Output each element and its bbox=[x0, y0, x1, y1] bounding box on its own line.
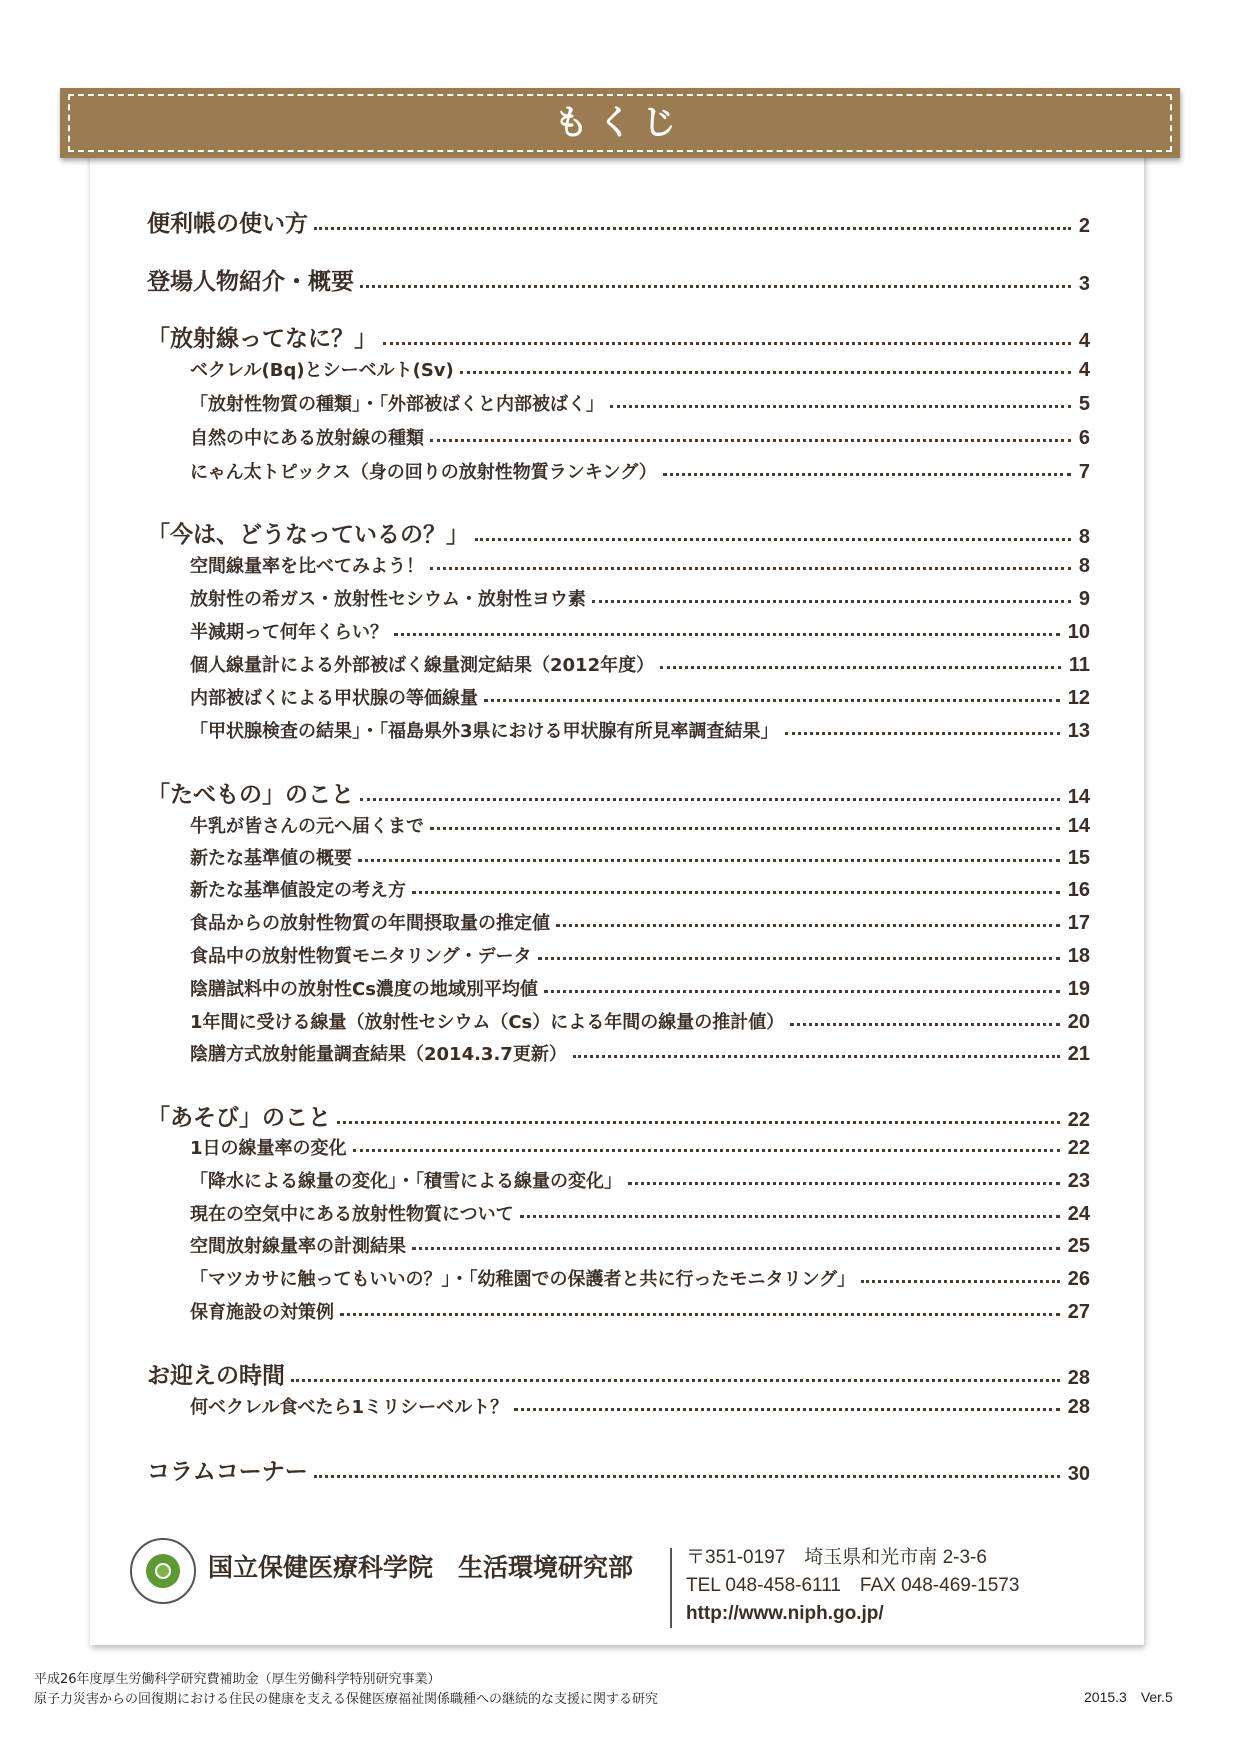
toc-entry-page: 22 bbox=[1067, 1137, 1090, 1159]
toc-entry-page: 23 bbox=[1067, 1170, 1090, 1192]
toc-entry[interactable] bbox=[190, 548, 1090, 578]
version-label: 2015.3 Ver.5 bbox=[1084, 1689, 1173, 1705]
toc-entry-title: コラムコーナー bbox=[147, 1459, 308, 1485]
toc-entry[interactable] bbox=[190, 581, 1090, 611]
toc-entry-title: 「甲状腺検査の結果」・「福島県外3県における甲状腺有所見率調査結果」 bbox=[190, 721, 779, 742]
toc-leader-dots bbox=[514, 1408, 1060, 1411]
toc-entry-title: 陰膳試料中の放射性Cs濃度の地域別平均値 bbox=[190, 979, 538, 1000]
toc-entry-title: 半減期って何年くらい？ bbox=[190, 622, 388, 643]
toc-entry-title: 「マツカサに触ってもいいの？」・「幼稚園での保護者と共に行ったモニタリング」 bbox=[190, 1269, 856, 1290]
toc-leader-dots bbox=[861, 1280, 1060, 1283]
toc-entry-page: 14 bbox=[1067, 815, 1090, 837]
toc-entry[interactable] bbox=[190, 905, 1090, 935]
toc-entry[interactable] bbox=[190, 1163, 1090, 1193]
toc-leader-dots bbox=[291, 1379, 1060, 1382]
toc-entry[interactable] bbox=[190, 1261, 1090, 1291]
toc-leader-dots bbox=[544, 990, 1060, 993]
toc-entry-title: 放射性の希ガス・放射性セシウム・放射性ヨウ素 bbox=[190, 589, 586, 610]
toc-entry-title: 登場人物紹介・概要 bbox=[147, 269, 354, 295]
toc-entry[interactable] bbox=[190, 647, 1090, 677]
toc-entry-page: 30 bbox=[1067, 1463, 1090, 1485]
toc-entry[interactable] bbox=[190, 1130, 1090, 1160]
toc-entry-title: 「今は、どうなっているの？」 bbox=[147, 522, 469, 548]
toc-entry-page: 19 bbox=[1067, 978, 1090, 1000]
toc-entry-title: 空間線量率を比べてみよう！ bbox=[190, 556, 424, 577]
toc-leader-dots bbox=[663, 473, 1071, 476]
toc-entry-page: 3 bbox=[1078, 273, 1090, 295]
toc-entry-page: 4 bbox=[1078, 330, 1090, 352]
toc-leader-dots bbox=[610, 405, 1071, 408]
toc-entry[interactable] bbox=[190, 680, 1090, 710]
toc-entry-page: 5 bbox=[1078, 393, 1090, 415]
publisher-block bbox=[130, 1530, 1130, 1640]
toc-entry-title: 「放射線ってなに？」 bbox=[147, 326, 377, 352]
organization-name: 国立保健医療科学院 生活環境研究部 bbox=[208, 1553, 634, 1582]
toc-entry-page: 6 bbox=[1078, 427, 1090, 449]
toc-leader-dots bbox=[394, 633, 1060, 636]
toc-leader-dots bbox=[592, 600, 1071, 603]
toc-entry-page: 8 bbox=[1078, 526, 1090, 548]
toc-entry[interactable] bbox=[190, 1294, 1090, 1324]
toc-entry-title: 保育施設の対策例 bbox=[190, 1302, 334, 1323]
toc-entry-page: 25 bbox=[1067, 1235, 1090, 1257]
toc-leader-dots bbox=[360, 798, 1060, 801]
toc-leader-dots bbox=[475, 538, 1071, 541]
toc-entry-page: 28 bbox=[1067, 1367, 1090, 1389]
toc-entry-page: 2 bbox=[1078, 215, 1090, 237]
toc-entry[interactable] bbox=[147, 1356, 1090, 1390]
toc-entry-title: 1年間に受ける線量（放射性セシウム（Cs）による年間の線量の推計値） bbox=[190, 1012, 785, 1033]
toc-entry-page: 24 bbox=[1067, 1203, 1090, 1225]
toc-entry[interactable] bbox=[190, 938, 1090, 968]
toc-leader-dots bbox=[430, 567, 1071, 570]
toc-entry[interactable] bbox=[190, 808, 1090, 838]
toc-leader-dots bbox=[337, 1121, 1060, 1124]
toc-entry[interactable] bbox=[190, 420, 1090, 450]
toc-entry[interactable] bbox=[147, 204, 1090, 238]
toc-entry-page: 11 bbox=[1068, 654, 1090, 676]
toc-leader-dots bbox=[358, 859, 1060, 862]
toc-entry-title: 新たな基準値の概要 bbox=[190, 848, 352, 869]
toc-entry-page: 10 bbox=[1067, 621, 1090, 643]
footer-divider bbox=[670, 1548, 672, 1628]
toc-entry[interactable] bbox=[147, 515, 1090, 549]
toc-leader-dots bbox=[353, 1149, 1060, 1152]
toc-entry-title: 便利帳の使い方 bbox=[147, 211, 308, 237]
toc-entry[interactable] bbox=[147, 1098, 1090, 1132]
toc-leader-dots bbox=[314, 227, 1071, 230]
grant-line-1: 平成26年度厚生労働科学研究費補助金（厚生労働科学特別研究事業） bbox=[34, 1672, 441, 1687]
toc-entry-title: 「あそび」のこと bbox=[147, 1105, 331, 1131]
toc-entry-page: 7 bbox=[1078, 461, 1090, 483]
toc-entry-page: 4 bbox=[1078, 359, 1090, 381]
toc-leader-dots bbox=[556, 924, 1060, 927]
toc-entry[interactable] bbox=[190, 352, 1090, 382]
toc-entry-title: 「たべもの」のこと bbox=[147, 782, 354, 808]
toc-leader-dots bbox=[412, 891, 1060, 894]
toc-entry-title: 1日の線量率の変化 bbox=[190, 1138, 347, 1159]
toc-entry-title: 現在の空気中にある放射性物質について bbox=[190, 1204, 514, 1225]
toc-entry[interactable] bbox=[147, 775, 1090, 809]
toc-entry-page: 15 bbox=[1067, 847, 1090, 869]
toc-entry-page: 28 bbox=[1067, 1396, 1090, 1418]
toc-leader-dots bbox=[430, 439, 1071, 442]
toc-entry[interactable] bbox=[190, 1228, 1090, 1258]
toc-entry-title: 内部被ばくによる甲状腺の等価線量 bbox=[190, 688, 478, 709]
toc-entry-title: 自然の中にある放射線の種類 bbox=[190, 428, 424, 449]
toc-entry-page: 18 bbox=[1067, 945, 1090, 967]
website-link[interactable]: http://www.niph.go.jp/ bbox=[686, 1603, 884, 1624]
toc-entry[interactable] bbox=[190, 840, 1090, 870]
toc-entry[interactable] bbox=[190, 1036, 1090, 1066]
toc-entry-title: にゃん太トピックス（身の回りの放射性物質ランキング） bbox=[190, 462, 657, 483]
toc-entry[interactable] bbox=[147, 1452, 1090, 1486]
toc-leader-dots bbox=[430, 827, 1060, 830]
toc-entry[interactable] bbox=[190, 454, 1090, 484]
toc-entry[interactable] bbox=[190, 1004, 1090, 1034]
toc-leader-dots bbox=[790, 1023, 1059, 1026]
toc-entry-title: 「降水による線量の変化」・「積雪による線量の変化」 bbox=[190, 1171, 622, 1192]
toc-leader-dots bbox=[660, 666, 1061, 669]
toc-leader-dots bbox=[628, 1182, 1060, 1185]
toc-entry-page: 14 bbox=[1067, 786, 1090, 808]
toc-leader-dots bbox=[573, 1055, 1060, 1058]
toc-entry-page: 13 bbox=[1067, 720, 1090, 742]
toc-entry-title: 陰膳方式放射能量調査結果（2014.3.7更新） bbox=[190, 1044, 567, 1065]
toc-entry[interactable] bbox=[147, 262, 1090, 296]
toc-leader-dots bbox=[383, 342, 1071, 345]
toc-entry-title: 食品からの放射性物質の年間摂取量の推定値 bbox=[190, 913, 550, 934]
toc-leader-dots bbox=[340, 1313, 1060, 1316]
logo-emblem bbox=[146, 1554, 180, 1588]
toc-entry-title: 空間放射線量率の計測結果 bbox=[190, 1236, 406, 1257]
toc-entry-title: お迎えの時間 bbox=[147, 1363, 285, 1389]
toc-leader-dots bbox=[538, 957, 1060, 960]
toc-leader-dots bbox=[314, 1475, 1060, 1478]
contact-info bbox=[686, 1544, 1019, 1628]
toc-leader-dots bbox=[412, 1247, 1060, 1250]
toc-entry-page: 21 bbox=[1067, 1043, 1090, 1065]
grant-line-2: 原子力災害からの回復期における住民の健康を支える保健医療福祉関係職種への継続的な支援に関する研究 bbox=[34, 1692, 659, 1707]
toc-entry[interactable] bbox=[190, 872, 1090, 902]
toc-entry[interactable] bbox=[190, 614, 1090, 644]
tel-fax: TEL 048-458-6111 FAX 048-469-1573 bbox=[686, 1575, 1020, 1596]
toc-entry-title: 「放射性物質の種類」・「外部被ばくと内部被ばく」 bbox=[190, 394, 604, 415]
toc-entry[interactable] bbox=[190, 1196, 1090, 1226]
toc-entry-page: 12 bbox=[1067, 687, 1090, 709]
toc-entry-page: 26 bbox=[1067, 1268, 1090, 1290]
toc-entry-title: 何ベクレル食べたら1ミリシーベルト？ bbox=[190, 1397, 509, 1418]
toc-entry-page: 9 bbox=[1078, 588, 1090, 610]
toc-entry[interactable] bbox=[190, 971, 1090, 1001]
toc-entry-page: 16 bbox=[1067, 879, 1090, 901]
toc-entry[interactable] bbox=[190, 1389, 1090, 1419]
toc-entry-page: 22 bbox=[1067, 1109, 1090, 1131]
toc-leader-dots bbox=[360, 285, 1071, 288]
toc-entry-title: 食品中の放射性物質モニタリング・データ bbox=[190, 946, 532, 967]
page-title: もくじ bbox=[554, 103, 686, 143]
toc-leader-dots bbox=[520, 1215, 1060, 1218]
postal-address: 〒351-0197 埼玉県和光市南 2-3-6 bbox=[686, 1547, 987, 1568]
toc-entry-title: 個人線量計による外部被ばく線量測定結果（2012年度） bbox=[190, 655, 655, 676]
grant-note bbox=[34, 1670, 658, 1710]
toc-leader-dots bbox=[484, 699, 1060, 702]
institute-logo-icon bbox=[130, 1538, 196, 1604]
toc-entry-title: ベクレル(Bq)とシーベルト(Sv) bbox=[190, 360, 454, 381]
toc-entry-title: 牛乳が皆さんの元へ届くまで bbox=[190, 816, 424, 837]
toc-leader-dots bbox=[785, 732, 1060, 735]
toc-entry-page: 17 bbox=[1067, 912, 1090, 934]
toc-entry-page: 20 bbox=[1067, 1011, 1090, 1033]
toc-entry-page: 27 bbox=[1067, 1301, 1090, 1323]
toc-entry[interactable] bbox=[147, 319, 1090, 353]
toc-entry-page: 8 bbox=[1078, 555, 1090, 577]
toc-entry-title: 新たな基準値設定の考え方 bbox=[190, 880, 406, 901]
toc-entry[interactable] bbox=[190, 386, 1090, 416]
toc-leader-dots bbox=[460, 371, 1071, 374]
toc-entry[interactable] bbox=[190, 713, 1090, 743]
